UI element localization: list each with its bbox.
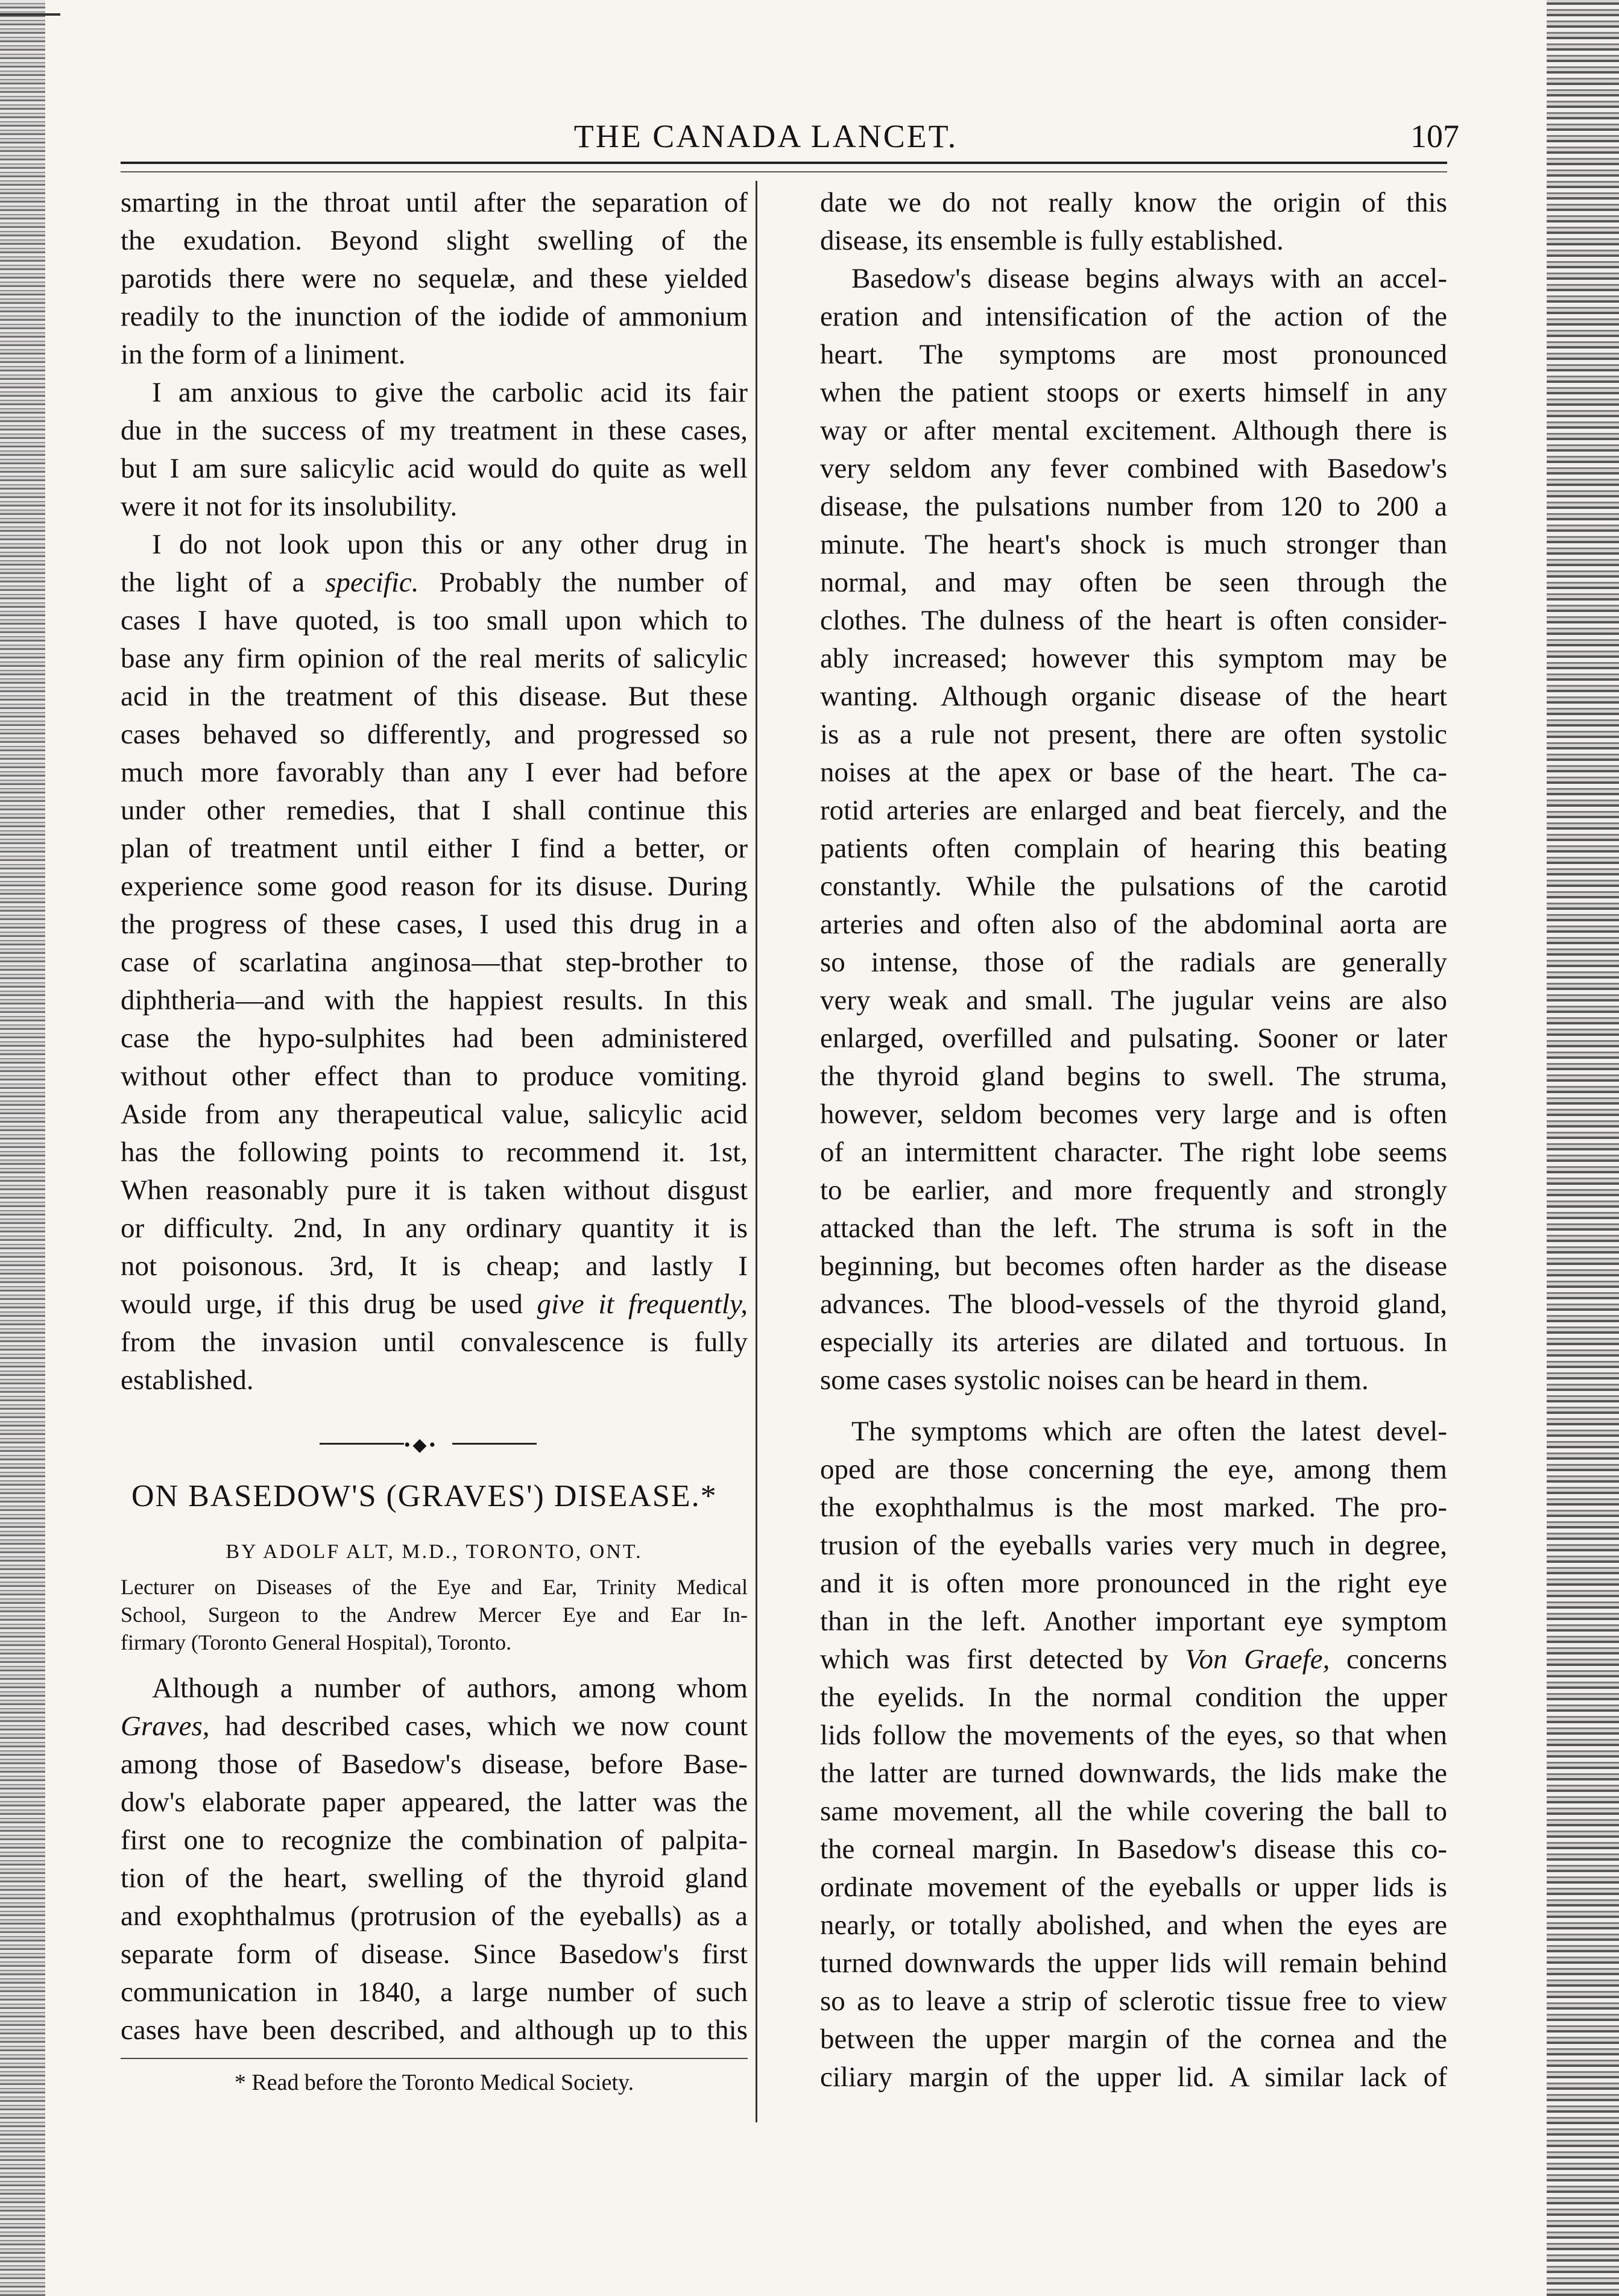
text-line: cases I have quoted, is too small upon which to	[121, 605, 748, 636]
scan-left-edge	[0, 0, 45, 2296]
author-affiliation-line: firmary (Toronto General Hospital), Toronto.	[121, 1630, 512, 1654]
text-line: experience some good reason for its disuse. During	[121, 871, 748, 902]
emphasis: Von Graefe,	[1185, 1644, 1330, 1675]
text-line: separate form of disease. Since Basedow's first	[121, 1938, 748, 1970]
ornament-dots: •◆•	[404, 1435, 438, 1455]
header-rule	[121, 162, 1447, 164]
text-line: much more favorably than any I ever had before	[121, 757, 748, 788]
text-line: ably increased; however this symptom may be	[820, 643, 1447, 674]
text-fragment: the light of a	[121, 567, 305, 598]
text-line: established.	[121, 1364, 254, 1396]
text-line: heart. The symptoms are most pronounced	[820, 339, 1447, 370]
text-line: the thyroid gland begins to swell. The struma,	[820, 1061, 1447, 1092]
text-line: Although a number of authors, among whom	[152, 1673, 748, 1704]
paragraph-introduction	[121, 1670, 748, 2049]
text-fragment: which was first detected by	[820, 1644, 1169, 1675]
paragraph-specific	[121, 526, 748, 1399]
text-line: oped are those concerning the eye, among them	[820, 1454, 1447, 1485]
paragraph-continuation	[121, 184, 748, 374]
text-line: base any firm opinion of the real merits of salicylic	[121, 643, 748, 674]
text-line: parotids there were no sequelæ, and these yielded	[121, 263, 748, 294]
spacer	[121, 1656, 748, 1670]
ornament-rule-left	[320, 1443, 404, 1445]
text-line: from the invasion until convalescence is fully	[121, 1326, 748, 1358]
text-line: the progress of these cases, I used this drug in a	[121, 909, 748, 940]
text-line: beginning, but becomes often harder as the disease	[820, 1250, 1447, 1282]
text-line: has the following points to recommend it. 1st,	[121, 1137, 748, 1168]
text-line: some cases systolic noises can be heard in them.	[820, 1364, 1369, 1396]
text-line: minute. The heart's shock is much stronger than	[820, 529, 1447, 560]
text-line: the corneal margin. In Basedow's disease this co-	[820, 1834, 1447, 1865]
text-line: turned downwards the upper lids will remain behind	[820, 1948, 1447, 1979]
text-line: attacked than the left. The struma is soft in the	[820, 1213, 1447, 1244]
text-line: so as to leave a strip of sclerotic tissue free to view	[820, 1985, 1447, 2017]
paragraph-continuation-right	[820, 184, 1447, 260]
running-head: THE CANADA LANCET.	[573, 118, 958, 154]
text-fragment: had described cases, which we now count	[225, 1711, 748, 1742]
text-line: diphtheria—and with the happiest results. In this	[121, 985, 748, 1016]
emphasis: Graves,	[121, 1711, 210, 1742]
text-line	[820, 1641, 1447, 1679]
text-line: first one to recognize the combination of palpita-	[121, 1824, 748, 1856]
text-line: arteries and often also of the abdominal aorta are	[820, 909, 1447, 940]
text-line: cases have been described, and although up to this	[121, 2014, 748, 2046]
text-line: dow's elaborate paper appeared, the latter was the	[121, 1787, 748, 1818]
article-title: ON BASEDOW'S (GRAVES') DISEASE.*	[131, 1479, 718, 1513]
text-line: ordinate movement of the eyeballs or upper lids is	[820, 1872, 1447, 1903]
text-line: the eyelids. In the normal condition the upper	[820, 1682, 1447, 1713]
text-line: nearly, or totally abolished, and when the eyes are	[820, 1910, 1447, 1941]
text-fragment: would urge, if this drug be used	[121, 1288, 523, 1320]
text-line: or difficulty. 2nd, In any ordinary quantity it is	[121, 1213, 748, 1244]
text-line: wanting. Although organic disease of the heart	[820, 681, 1447, 712]
text-line: acid in the treatment of this disease. But these	[121, 681, 748, 712]
text-line: The symptoms which are often the latest devel-	[851, 1416, 1447, 1447]
text-line: I do not look upon this or any other drug in	[152, 529, 748, 560]
text-line: and exophthalmus (protrusion of the eyeballs) as a	[121, 1900, 748, 1932]
section-ornament	[121, 1426, 748, 1462]
text-line	[121, 1708, 748, 1746]
text-line: When reasonably pure it is taken without disgust	[121, 1175, 748, 1206]
text-line: the latter are turned downwards, the lids make the	[820, 1758, 1447, 1789]
paragraph-eye-symptoms	[820, 1413, 1447, 2096]
spacer	[121, 1462, 748, 1475]
spacer	[121, 1518, 748, 1531]
text-line: way or after mental excitement. Although there is	[820, 415, 1447, 446]
scan-mark	[0, 13, 60, 16]
text-line: but I am sure salicylic acid would do quite as well	[121, 453, 748, 484]
article-byline: BY ADOLF ALT, M.D., TORONTO, ONT.	[226, 1541, 643, 1563]
footnote: * Read before the Toronto Medical Society.	[234, 2070, 634, 2095]
text-line: lids follow the movements of the eyes, so that when	[820, 1720, 1447, 1751]
text-line: rotid arteries are enlarged and beat fiercely, and the	[820, 795, 1447, 826]
text-line: very weak and small. The jugular veins are also	[820, 985, 1447, 1016]
text-line: constantly. While the pulsations of the carotid	[820, 871, 1447, 902]
text-line: advances. The blood-vessels of the thyroid gland,	[820, 1288, 1447, 1320]
text-line	[121, 564, 748, 602]
text-line: however, seldom becomes very large and is often	[820, 1099, 1447, 1130]
text-line: due in the success of my treatment in these cases,	[121, 415, 748, 446]
text-fragment: concerns	[1346, 1644, 1448, 1675]
text-line: is as a rule not present, there are often systolic	[820, 719, 1447, 750]
spacer	[820, 1399, 1447, 1413]
text-fragment: Probably the number of	[439, 567, 748, 598]
text-line: when the patient stoops or exerts himself in any	[820, 377, 1447, 408]
text-line: to be earlier, and more frequently and strongly	[820, 1175, 1447, 1206]
emphasis: specific.	[325, 567, 419, 598]
text-line: enlarged, overfilled and pulsating. Sooner or later	[820, 1023, 1447, 1054]
text-line: same movement, all the while covering the ball to	[820, 1796, 1447, 1827]
text-line: cases behaved so differently, and progressed so	[121, 719, 748, 750]
text-line: plan of treatment until either I find a better, or	[121, 833, 748, 864]
text-line: eration and intensification of the action of the	[820, 301, 1447, 332]
ornament-rule-right	[452, 1443, 537, 1445]
text-line: disease, the pulsations number from 120 to 200 a	[820, 491, 1447, 522]
text-line: of an intermittent character. The right lobe seems	[820, 1137, 1447, 1168]
article-header	[121, 1475, 748, 1656]
left-column	[121, 184, 748, 2098]
text-line: case of scarlatina anginosa—that step-brother to	[121, 947, 748, 978]
text-line: so intense, those of the radials are generally	[820, 947, 1447, 978]
emphasis: give it frequently,	[537, 1288, 748, 1320]
header-rule-thin	[121, 171, 1447, 172]
text-line: very seldom any fever combined with Basedow's	[820, 453, 1447, 484]
text-line: normal, and may often be seen through the	[820, 567, 1447, 598]
text-line: under other remedies, that I shall continue this	[121, 795, 748, 826]
text-line: Aside from any therapeutical value, salicylic acid	[121, 1099, 748, 1130]
text-line: I am anxious to give the carbolic acid its fair	[152, 377, 748, 408]
page-number: 107	[1410, 118, 1459, 154]
text-line: without other effect than to produce vomiting.	[121, 1061, 748, 1092]
text-line: the exudation. Beyond slight swelling of the	[121, 225, 748, 256]
scan-right-edge	[1547, 0, 1619, 2296]
text-line: smarting in the throat until after the separation of	[121, 187, 748, 218]
author-affiliation-line: School, Surgeon to the Andrew Mercer Eye and Ear In-	[121, 1603, 748, 1627]
text-line: clothes. The dulness of the heart is often consider-	[820, 605, 1447, 636]
text-line: and it is often more pronounced in the right eye	[820, 1568, 1447, 1599]
spacer	[121, 1399, 748, 1413]
text-line: among those of Basedow's disease, before Base-	[121, 1749, 748, 1780]
paragraph-carbolic	[121, 374, 748, 526]
text-line: between the upper margin of the cornea and the	[820, 2023, 1447, 2055]
text-line: in the form of a liniment.	[121, 339, 406, 370]
footnote-rule-line	[121, 2058, 748, 2059]
text-line: date we do not really know the origin of this	[820, 187, 1447, 218]
text-line: not poisonous. 3rd, It is cheap; and lastly I	[121, 1250, 748, 1282]
text-line	[121, 1285, 748, 1323]
footnote-rule	[121, 2049, 748, 2067]
text-line: trusion of the eyeballs varies very much in degree,	[820, 1530, 1447, 1561]
right-column	[820, 184, 1447, 2096]
paragraph-heart-symptoms	[820, 260, 1447, 1399]
text-line: readily to the inunction of the iodide of ammonium	[121, 301, 748, 332]
text-line: case the hypo-sulphites had been administered	[121, 1023, 748, 1054]
text-line: especially its arteries are dilated and tortuous. In	[820, 1326, 1447, 1358]
spacer	[121, 1413, 748, 1426]
author-affiliation-line: Lecturer on Diseases of the Eye and Ear, Trinity Medical	[121, 1575, 748, 1599]
text-line: than in the left. Another important eye symptom	[820, 1606, 1447, 1637]
text-line: ciliary margin of the upper lid. A similar lack of	[820, 2061, 1447, 2093]
text-line: noises at the apex or base of the heart. The ca-	[820, 757, 1447, 788]
text-line: tion of the heart, swelling of the thyroid gland	[121, 1862, 748, 1894]
text-line: communication in 1840, a large number of such	[121, 1976, 748, 2008]
text-line: the exophthalmus is the most marked. The pro-	[820, 1492, 1447, 1523]
text-line: disease, its ensemble is fully established.	[820, 225, 1284, 256]
text-line: were it not for its insolubility.	[121, 491, 458, 522]
text-line: Basedow's disease begins always with an accel-	[851, 263, 1447, 294]
text-line: patients often complain of hearing this beating	[820, 833, 1447, 864]
column-divider	[756, 181, 757, 2122]
